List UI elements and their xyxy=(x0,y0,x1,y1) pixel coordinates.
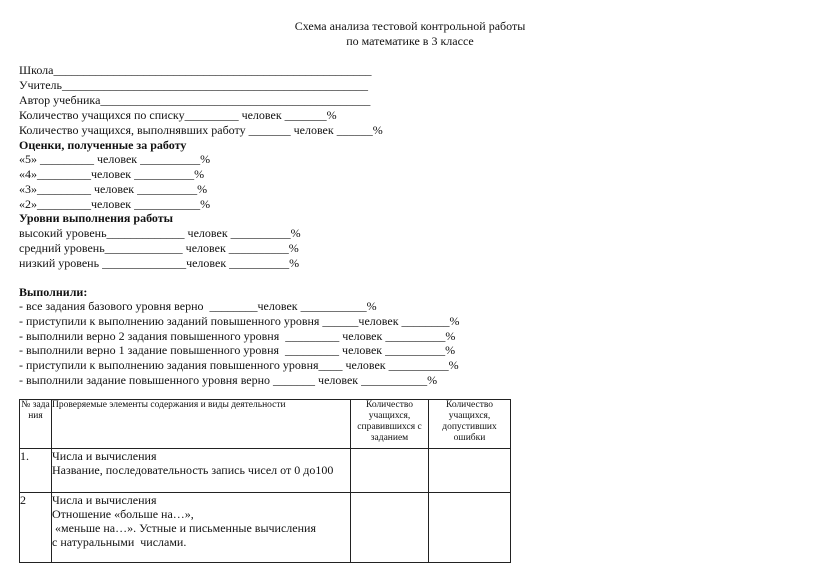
table-row xyxy=(20,449,511,493)
header-coped: Количество учащихся, справившихся с заданием xyxy=(351,400,429,449)
done-row: - выполнили задание повышенного уровня верно _______ человек ___________% xyxy=(19,373,438,387)
students-done-field: Количество учащихся, выполнявших работу _______ человек ______% xyxy=(19,123,383,137)
textbook-author-field: Автор учебника_____________________________________________ xyxy=(19,93,371,107)
task-number: 1. xyxy=(20,449,52,493)
school-field: Школа_____________________________________________________ xyxy=(19,63,372,77)
level-row-high: высокий уровень_____________ человек __________% xyxy=(19,226,301,240)
coped-cell xyxy=(351,493,429,563)
coped-cell xyxy=(351,449,429,493)
done-row: - приступили к выполнению задания повышенного уровня____ человек __________% xyxy=(19,358,459,372)
header-errors: Количество учащихся, допустивших ошибки xyxy=(429,400,511,449)
teacher-field: Учитель___________________________________________________ xyxy=(19,78,368,92)
level-row-medium: средний уровень_____________ человек __________% xyxy=(19,241,299,255)
task-line: Название, последовательность запись чисел от 0 до100 xyxy=(52,463,334,477)
grade-row-2: «2»_________человек ___________% xyxy=(19,197,211,211)
done-row: - приступили к выполнению заданий повышенного уровня ______человек ________% xyxy=(19,314,460,328)
grades-heading: Оценки, полученные за работу xyxy=(19,138,187,152)
done-row: - выполнили верно 1 задание повышенного уровня _________ человек __________% xyxy=(19,343,456,357)
done-heading: Выполнили: xyxy=(19,285,88,299)
levels-heading: Уровни выполнения работы xyxy=(19,211,174,225)
task-number: 2 xyxy=(20,493,52,563)
task-elements xyxy=(52,493,351,563)
task-elements xyxy=(52,449,351,493)
table-header-row xyxy=(20,400,511,449)
header-elements: Проверяемые элементы содержания и виды деятельности xyxy=(52,400,351,449)
errors-cell xyxy=(429,493,511,563)
task-line: Отношение «больше на…», xyxy=(52,507,194,521)
done-row: - выполнили верно 2 задания повышенного уровня _________ человек __________% xyxy=(19,329,456,343)
task-line: «меньше на…». Устные и письменные вычисления xyxy=(52,521,316,535)
grade-row-4: «4»_________человек __________% xyxy=(19,167,205,181)
header-task-number: № зада ния xyxy=(20,400,52,449)
done-row: - все задания базового уровня верно ________человек ___________% xyxy=(19,299,377,313)
task-line: Числа и вычисления xyxy=(52,493,157,507)
grade-row-3: «3»_________ человек __________% xyxy=(19,182,208,196)
analysis-table xyxy=(19,399,511,563)
document-title-line-2: по математике в 3 классе xyxy=(346,34,474,48)
grade-row-5: «5» _________ человек __________% xyxy=(19,152,211,166)
level-row-low: низкий уровень ______________человек __________% xyxy=(19,256,300,270)
task-line: Числа и вычисления xyxy=(52,449,157,463)
task-line: с натуральными числами. xyxy=(52,535,187,549)
students-total-field: Количество учащихся по списку_________ человек _______% xyxy=(19,108,337,122)
document-title-line-1: Схема анализа тестовой контрольной работы xyxy=(294,19,526,33)
table-row xyxy=(20,493,511,563)
errors-cell xyxy=(429,449,511,493)
